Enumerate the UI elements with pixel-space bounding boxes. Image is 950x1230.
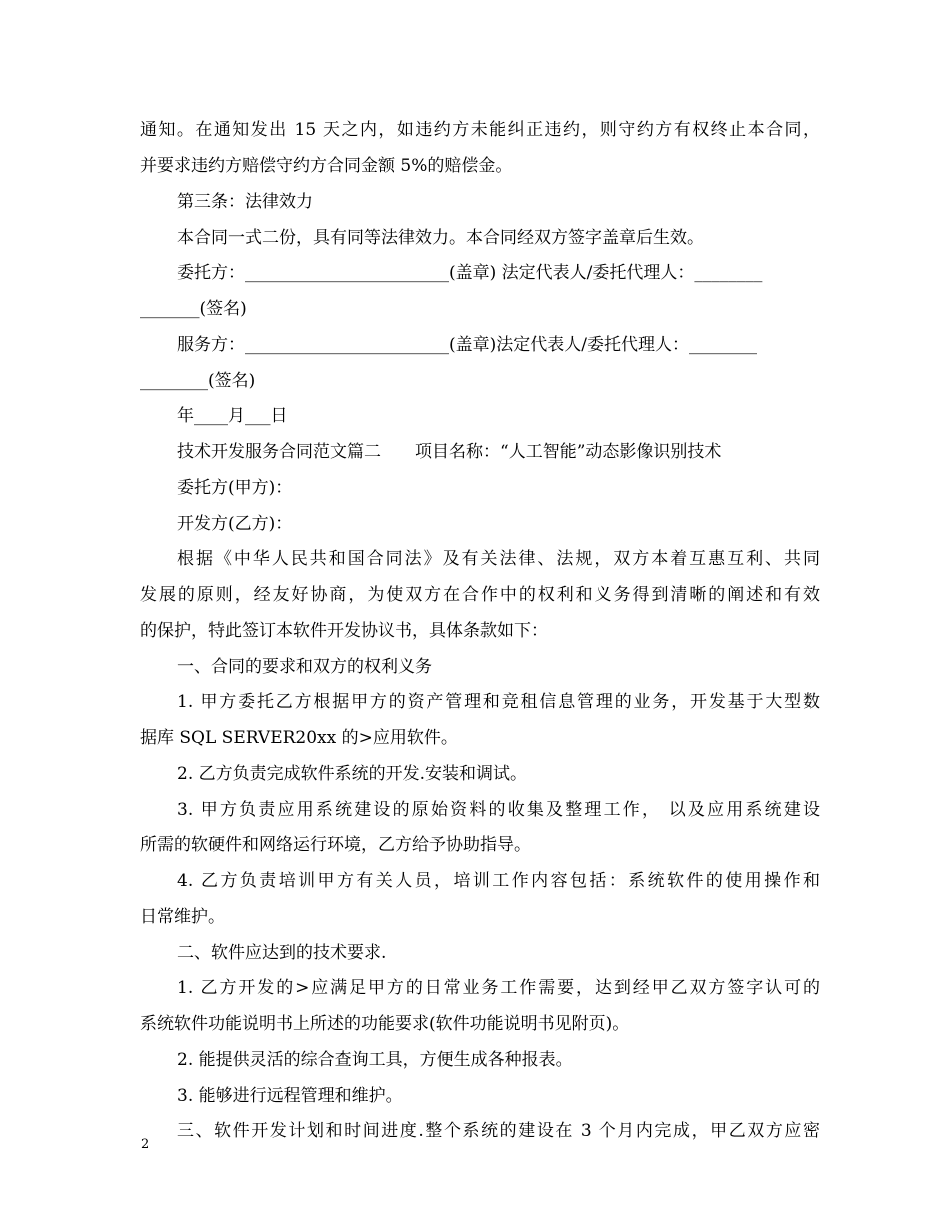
list-item: 4. 乙方负责培训甲方有关人员，培训工作内容包括：系统软件的使用操作和 [177, 871, 820, 891]
section-heading: 二、软件应达到的技术要求. [177, 943, 387, 963]
list-item: 1. 甲方委托乙方根据甲方的资产管理和竞租信息管理的业务，开发基于大型数 [177, 692, 820, 712]
party-a-line: 委托方(甲方)： [177, 478, 293, 498]
list-item: 3. 能够进行远程管理和维护。 [177, 1086, 403, 1106]
text-line: 系统软件功能说明书上所述的功能要求(软件功能说明书见附页)。 [140, 1014, 630, 1034]
text-line: 日常维护。 [140, 907, 225, 927]
section-heading: 三、软件开发计划和时间进度.整个系统的建设在 3 个月内完成，甲乙双方应密 [177, 1121, 820, 1141]
text-line: 所需的软硬件和网络运行环境，乙方给予协助指导。 [140, 835, 531, 855]
text-line: 本合同一式二份，具有同等法律效力。本合同经双方签字盖章后生效。 [177, 228, 704, 248]
list-item: 1. 乙方开发的>应满足甲方的日常业务工作需要，达到经甲乙双方签字认可的 [177, 978, 820, 998]
signature-line-client: 委托方：________________________(盖章) 法定代表人/委托代理人：________ [177, 263, 763, 283]
section-heading: 一、合同的要求和双方的权利义务 [177, 657, 432, 677]
signature-line-provider: 服务方：________________________(盖章)法定代表人/委托代理人：________ [177, 335, 757, 355]
text-line: 的保护，特此签订本软件开发协议书，具体条款如下： [140, 621, 548, 641]
list-item: 3. 甲方负责应用系统建设的原始资料的收集及整理工作， 以及应用系统建设 [177, 800, 820, 820]
signature-line-client-cont: _______(签名) [140, 299, 247, 319]
signature-line-provider-cont: ________(签名) [140, 371, 256, 391]
text-line: 并要求违约方赔偿守约方合同金额 5%的赔偿金。 [140, 156, 513, 176]
section-heading: 第三条：法律效力 [177, 192, 313, 212]
document-title-line: 技术开发服务合同范文篇二 项目名称：“人工智能”动态影像识别技术 [177, 442, 722, 462]
list-item: 2. 乙方负责完成软件系统的开发.安装和调试。 [177, 764, 528, 784]
party-b-line: 开发方(乙方)： [177, 514, 293, 534]
text-line: 发展的原则，经友好协商，为使双方在合作中的权利和义务得到清晰的阐述和有效 [140, 585, 820, 605]
text-line: 据库 SQL SERVER20xx 的>应用软件。 [140, 728, 458, 748]
text-line: 通知。在通知发出 15 天之内，如违约方未能纠正违约，则守约方有权终止本合同， [140, 120, 820, 140]
list-item: 2. 能提供灵活的综合查询工具，方便生成各种报表。 [177, 1050, 573, 1070]
page-number: 2 [141, 1137, 150, 1152]
text-line: 根据《中华人民共和国合同法》及有关法律、法规，双方本着互惠互利、共同 [177, 549, 820, 569]
date-line: 年____月___日 [177, 406, 288, 426]
